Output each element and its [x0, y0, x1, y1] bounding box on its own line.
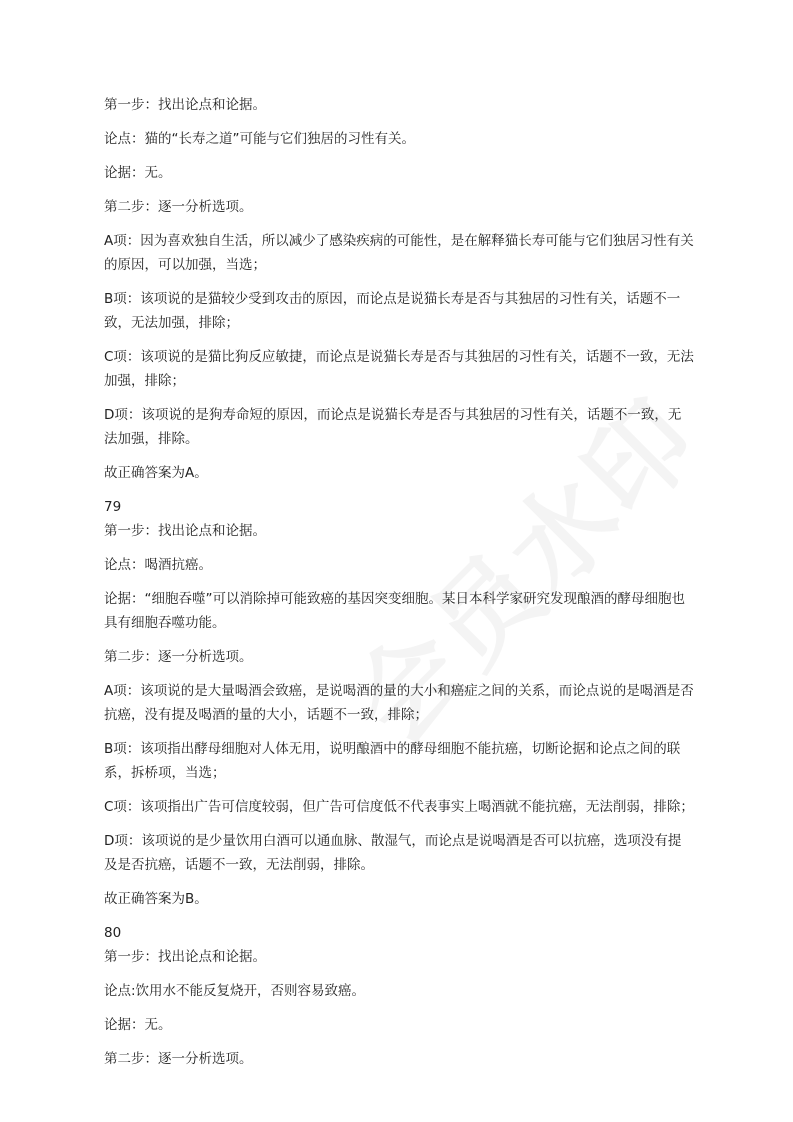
paragraph: 第一步：找出论点和论据。: [104, 949, 266, 965]
paragraph: 故正确答案为A。: [104, 465, 208, 481]
document-body: [104, 93, 694, 1081]
paragraph: 第二步：逐一分析选项。: [104, 1051, 253, 1067]
paragraph: 论据：“细胞吞噬”可以消除掉可能致癌的基因突变细胞。某日本科学家研究发现酿酒的酵母细胞也具有细胞吞噬功能。: [104, 591, 685, 631]
question-number: 80: [104, 925, 122, 941]
paragraph: A项：该项说的是大量喝酒会致癌，是说喝酒的量的大小和癌症之间的关系，而论点说的是喝酒是否抗癌，没有提及喝酒的量的大小，话题不一致，排除；: [104, 683, 694, 723]
paragraph: 第二步：逐一分析选项。: [104, 649, 253, 665]
paragraph: D项：该项说的是少量饮用白酒可以通血脉、散湿气，而论点是说喝酒是否可以抗癌，选项没有提及是否抗癌，话题不一致，无法削弱，排除。: [104, 833, 682, 873]
paragraph: 第一步：找出论点和论据。: [104, 97, 266, 113]
paragraph: 论据：无。: [104, 165, 172, 181]
question-number: 79: [104, 499, 122, 515]
paragraph: B项：该项说的是猫较少受到攻击的原因，而论点是说猫长寿是否与其独居的习性有关，话题不一致，无法加强，排除；: [104, 291, 681, 331]
paragraph: A项：因为喜欢独自生活，所以减少了感染疾病的可能性，是在解释猫长寿可能与它们独居习性有关的原因，可以加强，当选；: [104, 233, 694, 273]
paragraph: 论点：喝酒抗癌。: [104, 557, 212, 573]
paragraph: 第一步：找出论点和论据。: [104, 523, 266, 539]
paragraph: 第二步：逐一分析选项。: [104, 199, 253, 215]
paragraph: 故正确答案为B。: [104, 891, 208, 907]
paragraph: 论点:饮用水不能反复烧开，否则容易致癌。: [104, 983, 366, 999]
paragraph: D项：该项说的是狗寿命短的原因，而论点是说猫长寿是否与其独居的习性有关，话题不一致，无法加强，排除。: [104, 407, 682, 447]
paragraph: 论据：无。: [104, 1017, 172, 1033]
paragraph: C项：该项指出广告可信度较弱，但广告可信度低不代表事实上喝酒就不能抗癌，无法削弱，排除；: [104, 799, 694, 815]
paragraph: B项：该项指出酵母细胞对人体无用，说明酿酒中的酵母细胞不能抗癌，切断论据和论点之间的联系，拆桥项，当选；: [104, 741, 681, 781]
paragraph: C项：该项说的是猫比狗反应敏捷，而论点是说猫长寿是否与其独居的习性有关，话题不一致，无法加强，排除；: [104, 349, 694, 389]
paragraph: 论点：猫的“长寿之道”可能与它们独居的习性有关。: [104, 131, 415, 147]
